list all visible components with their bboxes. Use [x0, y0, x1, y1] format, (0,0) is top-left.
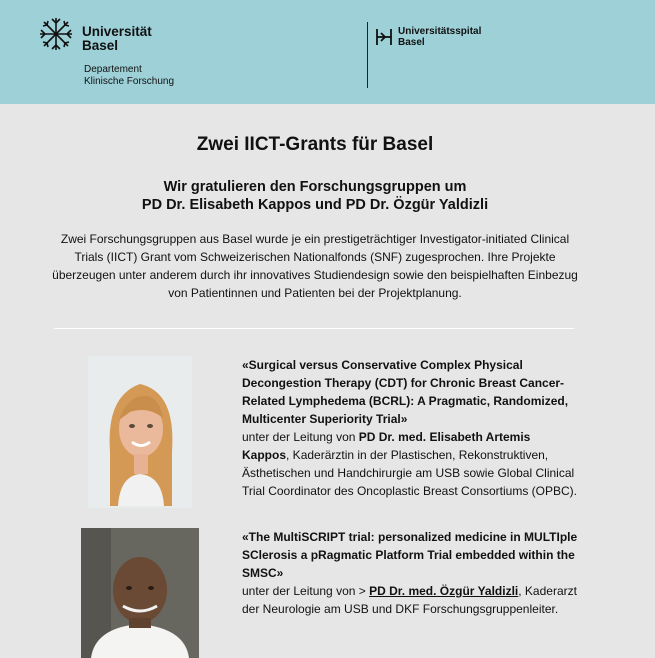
project-2-lead-prefix: unter der Leitung von > — [242, 584, 370, 598]
subheading — [0, 178, 630, 214]
project-2-lead-suffix: , Kaderarzt der Neurologie am USB und DKF Forschungsgruppenleiter. — [242, 584, 577, 616]
portrait-yaldizli-image — [81, 528, 199, 658]
portrait-kappos-image — [88, 356, 192, 508]
project-2 — [242, 528, 578, 618]
university-emblem-icon — [38, 16, 74, 52]
project-1-lead-prefix: unter der Leitung von — [242, 430, 359, 444]
hospital-emblem-icon — [374, 27, 394, 47]
section-divider — [54, 328, 574, 329]
department-line-1: Departement — [84, 64, 142, 75]
project-2-lead-link[interactable]: PD Dr. med. Özgür Yaldizli — [369, 584, 519, 598]
project-1-lead-name: PD Dr. med. Elisabeth Artemis Kappos — [242, 430, 531, 462]
intro-paragraph: Zwei Forschungsgruppen aus Basel wurde je ein prestigeträchtiger Investigator-initiated Clinical Trials (IICT) Grant vom Schweizerischen Nationalfonds (SNF) zugesprochen. Ihre Projekte überzeugen unter anderem durch ihr innovatives Studiendesign sowie den beispielhaften Einbezug von Patientinnen und Patienten bei der Projektplanung. — [52, 232, 578, 300]
project-1 — [242, 356, 578, 500]
subheading-line-1: Wir gratulieren den Forschungsgruppen um — [163, 179, 467, 195]
hospital-name: Universitätsspital Basel — [398, 26, 482, 48]
header-banner — [0, 0, 655, 104]
department-line-2: Klinische Forschung — [84, 76, 175, 87]
header-divider — [367, 22, 368, 88]
project-1-lead-suffix: , Kaderärztin in der Plastischen, Rekonstruktiven, Ästhetischen und Handchirurgie am USB sowie Global Clinical Trial Coordinator des Oncoplastic Breast Consortiums (OPBC). — [242, 448, 578, 498]
portrait-yaldizli — [81, 528, 199, 658]
project-1-title: «Surgical versus Conservative Complex Physical Decongestion Therapy (CDT) for Chronic Breast Cancer-Related Lymphedema (BCRL): A Pragmatic, Randomized, Multicenter Superiority Trial» — [242, 358, 569, 426]
project-2-title: «The MultiSCRIPT trial: personalized medicine in MULTIple SClerosis a pRagmatic Platform Trial embedded within the SMSC» — [242, 530, 578, 580]
university-name: Universität Basel — [82, 24, 152, 53]
portrait-kappos — [88, 356, 192, 508]
subheading-line-2: PD Dr. Elisabeth Kappos und PD Dr. Özgür Yaldizli — [141, 197, 489, 213]
page-title: Zwei IICT-Grants für Basel — [196, 134, 434, 155]
department-label — [84, 64, 174, 88]
